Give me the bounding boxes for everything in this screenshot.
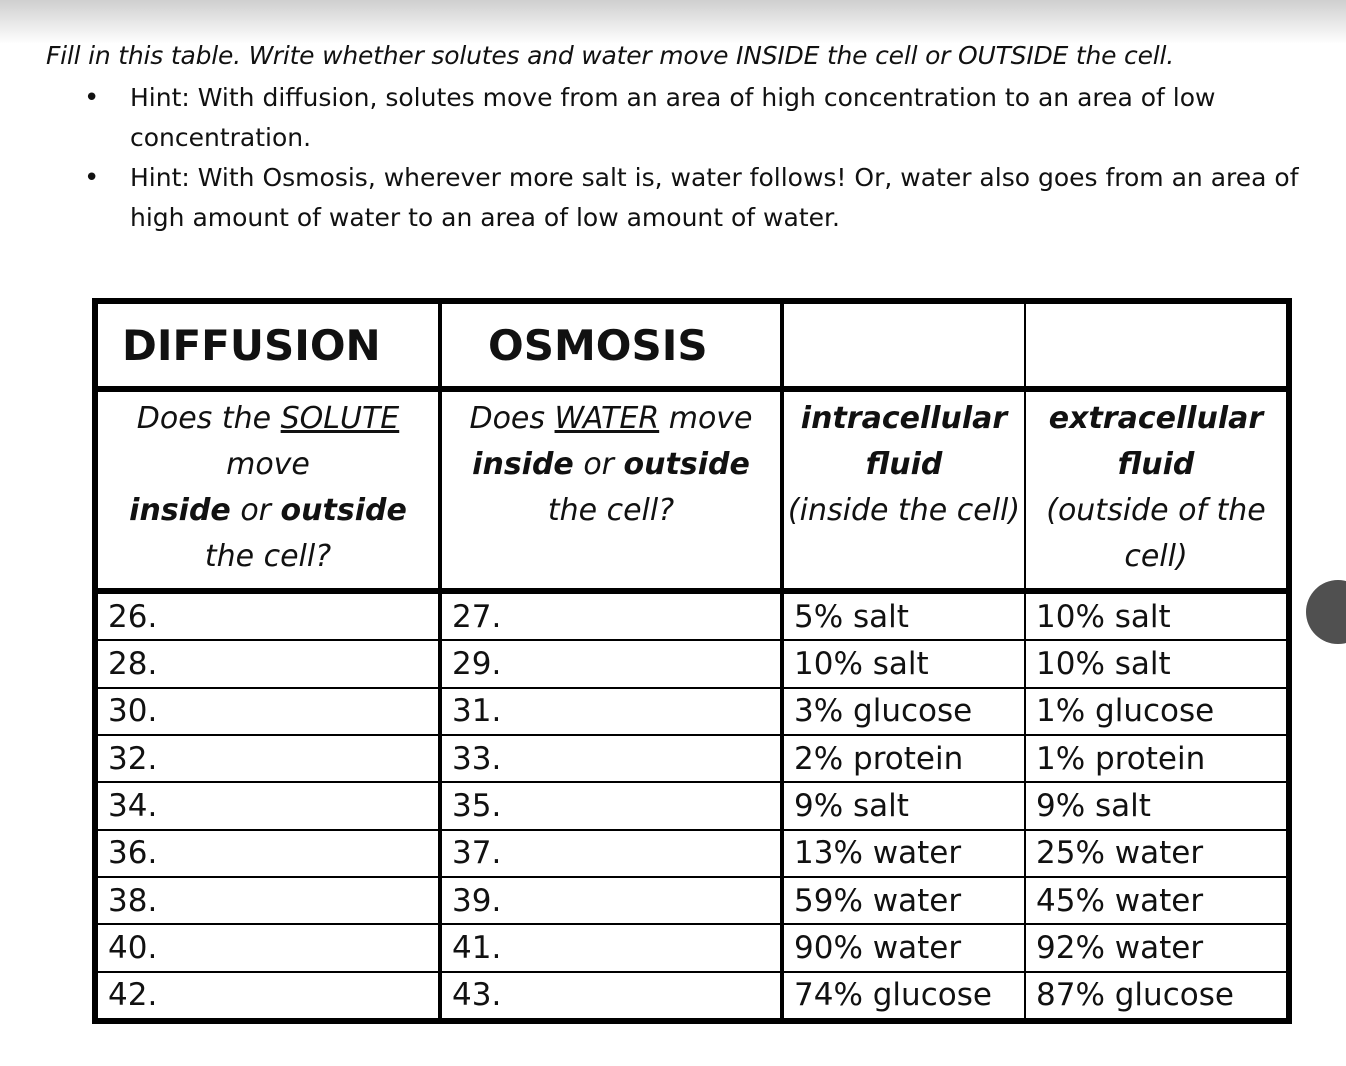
answer-cell-diffusion[interactable]: 32.	[95, 735, 440, 782]
header-row	[95, 301, 1289, 389]
answer-cell-osmosis[interactable]: 37.	[440, 830, 782, 877]
subheader-extracellular-note: (outside of the cell)	[1046, 493, 1266, 575]
subheader-key-water: WATER	[554, 401, 660, 437]
scroll-handle[interactable]	[1306, 580, 1346, 644]
answer-cell-osmosis[interactable]: 33.	[440, 735, 782, 782]
extracellular-value: 10% salt	[1025, 640, 1289, 687]
hint-text: Hint: With diffusion, solutes move from an area of high concentration to an area of low concentration.	[130, 83, 1216, 152]
answer-cell-osmosis[interactable]: 29.	[440, 640, 782, 687]
answer-cell-osmosis[interactable]: 31.	[440, 688, 782, 735]
hint-item	[84, 78, 1314, 158]
intracellular-value: 59% water	[782, 877, 1025, 924]
subheader-or: or	[573, 447, 624, 483]
header-blank-extracellular	[1025, 301, 1289, 389]
answer-cell-diffusion[interactable]: 30.	[95, 688, 440, 735]
intracellular-value: 2% protein	[782, 735, 1025, 782]
intracellular-value: 9% salt	[782, 782, 1025, 829]
intracellular-value: 3% glucose	[782, 688, 1025, 735]
bullet-icon: •	[84, 163, 100, 193]
header-blank-intracellular	[782, 301, 1025, 389]
table-row	[95, 924, 1289, 971]
intracellular-value: 90% water	[782, 924, 1025, 971]
intracellular-value: 13% water	[782, 830, 1025, 877]
header-diffusion: DIFFUSION	[95, 301, 440, 389]
subheader-osmosis-question	[440, 389, 782, 591]
bullet-icon: •	[84, 83, 100, 113]
intracellular-value: 10% salt	[782, 640, 1025, 687]
answer-cell-osmosis[interactable]: 43.	[440, 972, 782, 1021]
subheader-key-solute: SOLUTE	[280, 401, 400, 437]
answer-cell-diffusion[interactable]: 40.	[95, 924, 440, 971]
subheader-pre: Does the	[136, 401, 281, 437]
answer-cell-diffusion[interactable]: 34.	[95, 782, 440, 829]
hints-list	[84, 78, 1314, 238]
instructions-text: Fill in this table. Write whether solutes and water move INSIDE the cell or OUTSIDE the cell.	[46, 41, 1175, 70]
extracellular-value: 10% salt	[1025, 591, 1289, 640]
table-row	[95, 877, 1289, 924]
subheader-mid: move	[659, 401, 753, 437]
subheader-outside: outside	[623, 447, 750, 483]
intracellular-value: 5% salt	[782, 591, 1025, 640]
table-row	[95, 782, 1289, 829]
subheader-intracellular-note: (inside the cell)	[787, 493, 1021, 529]
answer-cell-diffusion[interactable]: 36.	[95, 830, 440, 877]
answer-cell-diffusion[interactable]: 28.	[95, 640, 440, 687]
extracellular-value: 1% protein	[1025, 735, 1289, 782]
extracellular-value: 92% water	[1025, 924, 1289, 971]
subheader-or: or	[230, 493, 281, 529]
header-osmosis: OSMOSIS	[440, 301, 782, 389]
subheader-inside: inside	[129, 493, 231, 529]
subheader-intracellular	[782, 389, 1025, 591]
hint-text: Hint: With Osmosis, wherever more salt is, water follows! Or, water also goes from an area of high amount of water to an area of low amount of water.	[130, 163, 1299, 232]
subheader-extracellular	[1025, 389, 1289, 591]
table-row	[95, 972, 1289, 1021]
hint-item	[84, 158, 1314, 238]
extracellular-value: 25% water	[1025, 830, 1289, 877]
subheader-post: the cell?	[204, 539, 332, 575]
table-row	[95, 688, 1289, 735]
answer-cell-osmosis[interactable]: 35.	[440, 782, 782, 829]
answer-cell-osmosis[interactable]: 27.	[440, 591, 782, 640]
subheader-post: the cell?	[547, 493, 675, 529]
subheader-inside: inside	[472, 447, 574, 483]
answer-cell-diffusion[interactable]: 38.	[95, 877, 440, 924]
subheader-outside: outside	[280, 493, 407, 529]
table-row	[95, 830, 1289, 877]
subheader-extracellular-title: extracellular fluid	[1048, 401, 1264, 483]
extracellular-value: 1% glucose	[1025, 688, 1289, 735]
intracellular-value: 74% glucose	[782, 972, 1025, 1021]
extracellular-value: 9% salt	[1025, 782, 1289, 829]
subheader-mid: move	[226, 447, 310, 483]
extracellular-value: 45% water	[1025, 877, 1289, 924]
worksheet-table	[92, 298, 1292, 1024]
extracellular-value: 87% glucose	[1025, 972, 1289, 1021]
subheader-diffusion-question	[95, 389, 440, 591]
subheader-intracellular-title: intracellular fluid	[800, 401, 1008, 483]
answer-cell-diffusion[interactable]: 42.	[95, 972, 440, 1021]
answer-cell-osmosis[interactable]: 41.	[440, 924, 782, 971]
answer-cell-diffusion[interactable]: 26.	[95, 591, 440, 640]
subheader-pre: Does	[469, 401, 555, 437]
table-row	[95, 735, 1289, 782]
table-row	[95, 591, 1289, 640]
subheader-row	[95, 389, 1289, 591]
table-row	[95, 640, 1289, 687]
answer-cell-osmosis[interactable]: 39.	[440, 877, 782, 924]
